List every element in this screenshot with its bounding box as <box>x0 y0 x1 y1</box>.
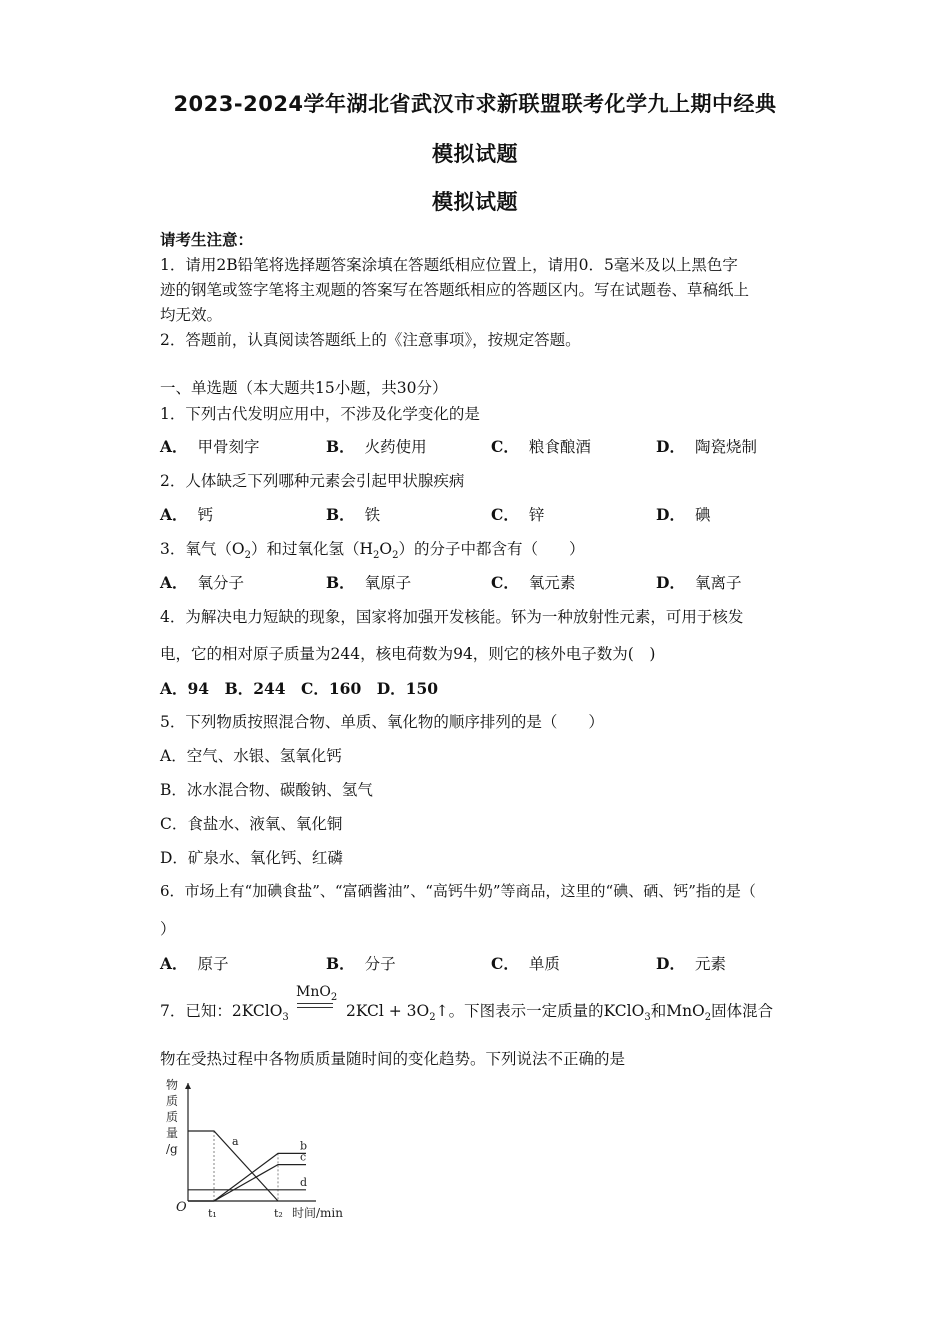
q7-equals-bar-bottom <box>297 1007 333 1008</box>
series-a-label: a <box>232 1135 239 1148</box>
q4-stem-line2: 电，它的相对原子质量为244，核电荷数为94，则它的核外电子数为( ) <box>160 645 656 663</box>
y-axis-label-char: 质 <box>166 1110 179 1124</box>
notice-item1-line3: 均无效。 <box>160 306 223 324</box>
notice-item2: 2．答题前，认真阅读答题纸上的《注意事项》，按规定答题。 <box>160 331 581 349</box>
x-tick-label: t₂ <box>274 1207 283 1220</box>
series-b-line <box>188 1150 307 1201</box>
q6-option-d: D． 元素 <box>656 954 726 973</box>
q2-option-a: A． 钙 <box>160 505 214 524</box>
q3-option-d: D． 氧离子 <box>656 573 742 592</box>
q5-option-a: A．空气、水银、氢氧化钙 <box>160 747 342 765</box>
q1-option-d: D． 陶瓷烧制 <box>656 437 757 456</box>
y-axis-label-char: 量 <box>166 1126 179 1140</box>
q4-stem-line1: 4．为解决电力短缺的现象，国家将加强开发核能。钚为一种放射性元素，可用于核发 <box>160 608 744 626</box>
mass-time-chart <box>158 1075 378 1225</box>
q2-option-b: B． 铁 <box>326 505 381 524</box>
series-b-label: b <box>300 1139 308 1153</box>
q7-equals-bar-top <box>297 1003 333 1004</box>
q3-stem: 3．氧气$(O_2)$和过氧化氢$(H_2O_2)$的分子中都含有（ ） <box>160 540 585 562</box>
q7-stem-prefix: 7．已知：2KClO$_3$ <box>160 1002 289 1024</box>
q5-option-b: B．冰水混合物、碳酸钠、氢气 <box>160 781 373 799</box>
notice-item1-line2: 迹的钢笔或签字笔将主观题的答案写在答题纸相应的答题区内。写在试题卷、草稿纸上 <box>160 281 750 299</box>
q4-options: A．94 B．244 C．160 D．150 <box>160 679 439 698</box>
q6-stem-line2: ） <box>160 920 176 938</box>
q1-stem: 1．下列古代发明应用中，不涉及化学变化的是 <box>160 405 480 423</box>
q3-option-b: B． 氧原子 <box>326 573 412 592</box>
q3-option-a: A． 氧分子 <box>160 573 245 592</box>
y-axis-label-char: 物 <box>166 1078 179 1092</box>
q1-option-c: C． 粮食酿酒 <box>491 437 591 456</box>
q7-stem-rest: $2KCl + 3O_2↑$。下图表示一定质量的KClO$_3$和MnO$_2$固体混合 <box>346 1002 774 1024</box>
q6-option-b: B． 分子 <box>326 954 396 973</box>
q2-stem: 2．人体缺乏下列哪种元素会引起甲状腺疾病 <box>160 472 465 490</box>
q1-option-a: A． 甲骨刻字 <box>160 437 260 456</box>
q6-option-c: C． 单质 <box>491 954 560 973</box>
q6-stem-line1: 6．市场上有“加碘食盐”、“富硒酱油”、“高钙牛奶”等商品，这里的“碘、硒、钙”指的是（ <box>160 882 756 900</box>
y-axis-arrow <box>185 1083 191 1089</box>
q1-option-b: B． 火药使用 <box>326 437 427 456</box>
q5-option-c: C．食盐水、液氧、氧化铜 <box>160 815 343 833</box>
q2-option-c: C． 锌 <box>491 505 545 524</box>
series-d-label: d <box>300 1175 308 1189</box>
notice-item1-line1: 1．请用2B铅笔将选择题答案涂填在答题纸相应位置上，请用0．5毫米及以上黑色字 <box>160 256 738 274</box>
q7-catalyst-label: MnO$_2$ <box>296 984 338 1003</box>
q2-option-d: D． 碘 <box>656 505 711 524</box>
q5-option-d: D．矿泉水、氧化钙、红磷 <box>160 849 343 867</box>
series-c-line <box>188 1165 306 1201</box>
origin-label: O <box>176 1200 187 1215</box>
y-axis-label-char: 质 <box>166 1094 179 1108</box>
q7-stem-line2: 物在受热过程中各物质质量随时间的变化趋势。下列说法不正确的是 <box>160 1050 626 1068</box>
x-tick-label: t₁ <box>208 1207 217 1220</box>
page-title-line3: 模拟试题 <box>432 190 518 214</box>
series-c-label: c <box>300 1150 307 1164</box>
x-axis-label: 时间/min <box>292 1206 343 1220</box>
q3-option-c: C． 氧元素 <box>491 573 576 592</box>
page-title-line1: 2023-2024学年湖北省武汉市求新联盟联考化学九上期中经典 <box>173 92 777 116</box>
section-heading: 一、单选题（本大题共15小题，共30分） <box>160 379 448 397</box>
notice-heading: 请考生注意： <box>160 230 254 249</box>
q5-stem: 5．下列物质按照混合物、单质、氧化物的顺序排列的是（ ） <box>160 713 604 731</box>
q6-option-a: A． 原子 <box>160 954 229 973</box>
y-axis-label-char: /g <box>166 1142 178 1156</box>
page-title-line2: 模拟试题 <box>432 142 518 166</box>
